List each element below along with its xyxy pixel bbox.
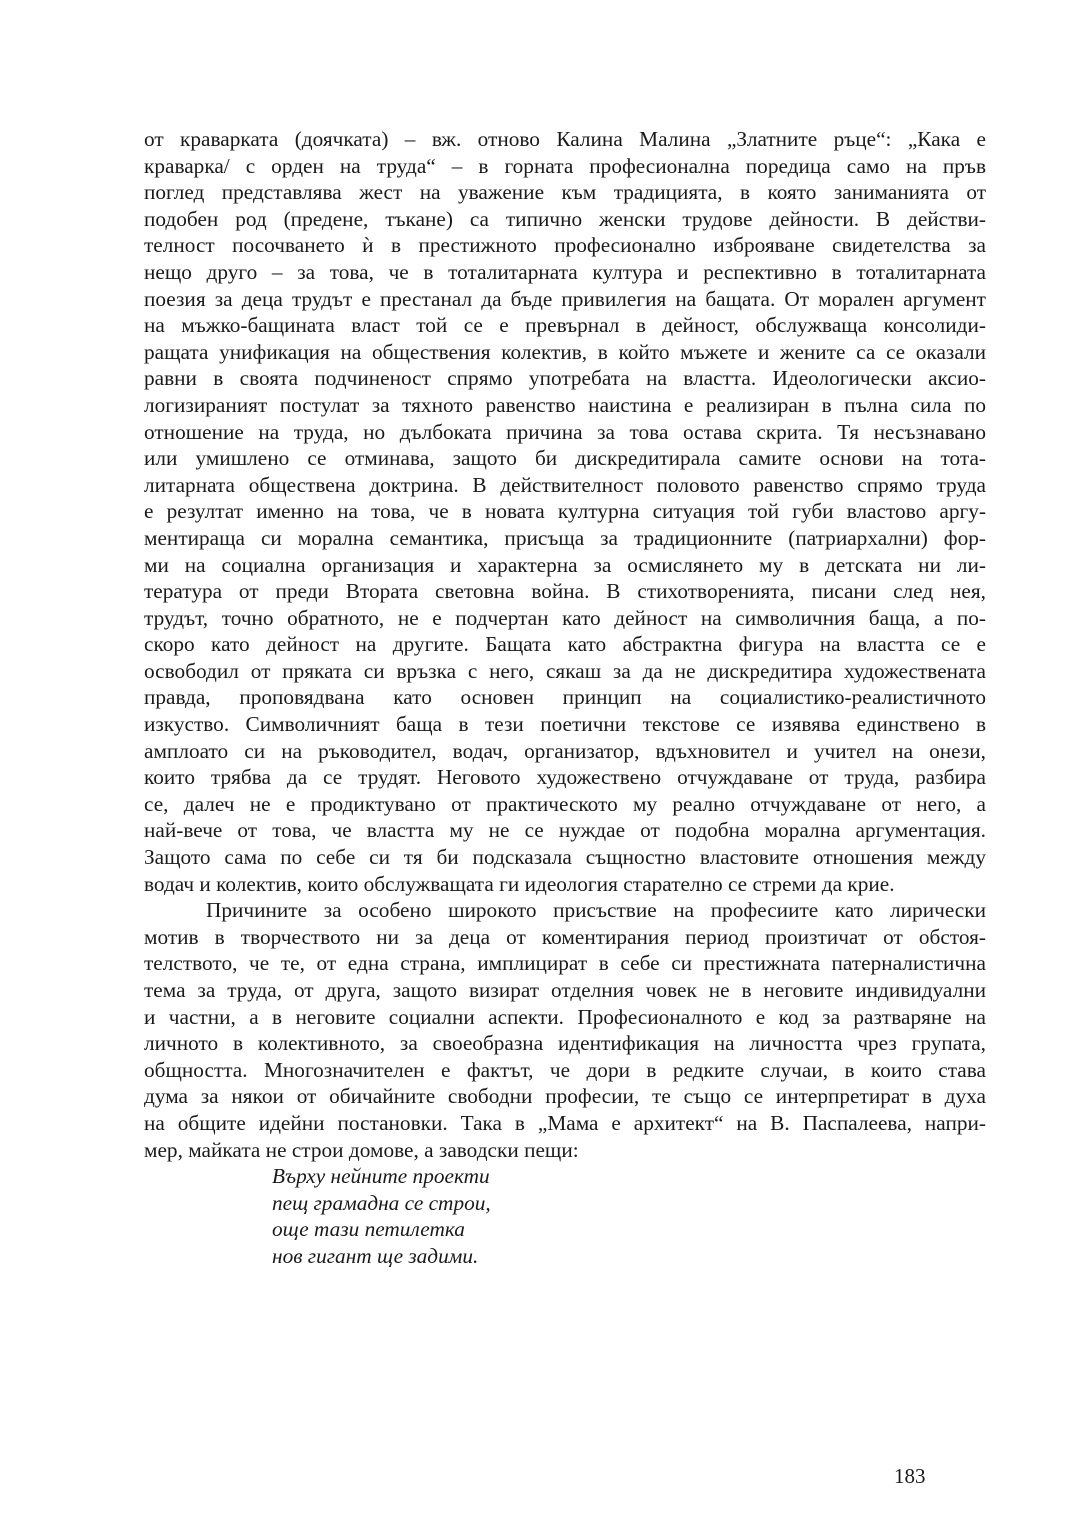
paragraph1-line: се, далеч не е продиктувано от практическото му реално отчуждаване от него, а <box>144 791 986 816</box>
paragraph2-line: мер, майката не строи домове, а заводски пещи: <box>144 1137 579 1162</box>
paragraph2-line: дума за някои от обичайните свободни професии, те също се интерпретират в духа <box>144 1084 986 1109</box>
paragraph2-line: мотив в творчеството ни за деца от коментирания период произтичат от обстоя- <box>144 924 986 949</box>
poem-verse: Върху нейните проекти <box>272 1164 490 1189</box>
paragraph2-line: телството, че те, от една страна, имплицират в себе си престижната патерналистична <box>144 951 986 976</box>
paragraph2-line: и частни, а в неговите социални аспекти. Професионалното е код за разтваряне на <box>144 1004 986 1029</box>
paragraph1-line: литарната обществена доктрина. В действителност половото равенство спрямо труда <box>144 472 986 497</box>
paragraph1-line: амплоато си на ръководител, водач, организатор, вдъхновител и учител на онези, <box>144 738 986 763</box>
paragraph2-line: тема за труда, от друга, защото визират отделния човек не в неговите индивидуални <box>144 978 986 1002</box>
poem-verse: пещ грамадна се строи, <box>272 1190 491 1215</box>
paragraph1-line: поглед представлява жест на уважение към традицията, в която заниманията от <box>144 180 986 205</box>
paragraph1-line: нещо друго – за това, че в тоталитарната култура и респективно в тоталитарната <box>144 259 986 284</box>
paragraph1-line: изкуство. Символичният баща в тези поетични текстове се изявява единствено в <box>144 712 986 737</box>
paragraph1-line: правда, проповядвана като основен принцип на социалистико-реалистичното <box>144 685 986 710</box>
paragraph1-line: които трябва да се трудят. Неговото художествено отчуждаване от труда, разбира <box>144 765 986 790</box>
paragraph1-line: тература от преди Втората световна война. В стихотворенията, писани след нея, <box>144 579 986 604</box>
poem-verse: още тази петилетка <box>272 1217 465 1242</box>
paragraph-1 <box>144 126 986 897</box>
paragraph2-line: Причините за особено широкото присъствие на професиите като лирически <box>206 898 986 923</box>
paragraph1-line: или умишлено се отминава, защото би дискредитирала самите основи на тота- <box>144 446 986 471</box>
paragraph1-line: е резултат именно на това, че в новата културна ситуация той губи властово аргу- <box>144 499 986 524</box>
paragraph1-line: подобен род (предене, тъкане) са типично женски трудове дейности. В действи- <box>144 206 986 231</box>
poem-verse: нов гигант ще задими. <box>272 1243 479 1268</box>
paragraph2-line: общността. Многозначителен е фактът, че дори в редките случаи, в които става <box>144 1057 986 1082</box>
paragraph1-line: поезия за деца трудът е престанал да бъде привилегия на бащата. От морален аргумент <box>144 286 986 311</box>
paragraph2-line: на общите идейни постановки. Така в „Мама е архитект“ на В. Паспалеева, напри- <box>144 1110 986 1135</box>
paragraph1-line: ращата унификация на обществения колектив, в който мъжете и жените са се оказали <box>144 339 986 364</box>
paragraph1-line: ми на социална организация и характерна за осмислянето му в детската ни ли- <box>144 552 986 577</box>
paragraph-2 <box>144 897 986 1163</box>
page-number: 183 <box>894 1464 926 1488</box>
paragraph2-line: личното в колективното, за своеобразна идентификация на личността чрез групата, <box>144 1031 986 1056</box>
body-text <box>144 126 986 1270</box>
poem-quote <box>144 1163 986 1269</box>
paragraph1-line: краварка/ с орден на труда“ – в горната професионална поредица само на пръв <box>144 153 986 178</box>
paragraph1-line: телност посочването ѝ в престижното професионално изброяване свидетелства за <box>144 233 986 258</box>
paragraph1-line: равни в своята подчиненост спрямо употребата на властта. Идеологически аксио- <box>144 366 986 391</box>
paragraph1-line: водач и колектив, които обслужващата ги идеология старателно се стреми да крие. <box>144 871 895 896</box>
paragraph1-line: трудът, точно обратното, не е подчертан като дейност на символичния баща, а по- <box>144 605 986 630</box>
paragraph1-line: скоро като дейност на другите. Бащата като абстрактна фигура на властта се е <box>144 632 986 657</box>
paragraph1-line: отношение на труда, но дълбоката причина за това остава скрита. Тя несъзнавано <box>144 419 986 444</box>
paragraph1-line: от краварката (доячката) – вж. отново Калина Малина „Златните ръце“: „Кака е <box>144 127 986 151</box>
paragraph1-line: най-вече от това, че властта му не се нуждае от подобна морална аргументация. <box>144 818 986 843</box>
paragraph1-line: логизираният постулат за тяхното равенство наистина е реализиран в пълна сила по <box>144 392 986 417</box>
paragraph1-line: на мъжко-бащината власт той се е превърнал в дейност, обслужваща консолиди- <box>144 313 986 338</box>
paragraph1-line: освободил от пряката си връзка с него, сякаш за да не дискредитира художествената <box>144 658 986 683</box>
paragraph1-line: ментираща си морална семантика, присъща за традиционните (патриархални) фор- <box>144 525 986 550</box>
paragraph1-line: Защото сама по себе си тя би подсказала същностно властовите отношения между <box>144 845 986 870</box>
